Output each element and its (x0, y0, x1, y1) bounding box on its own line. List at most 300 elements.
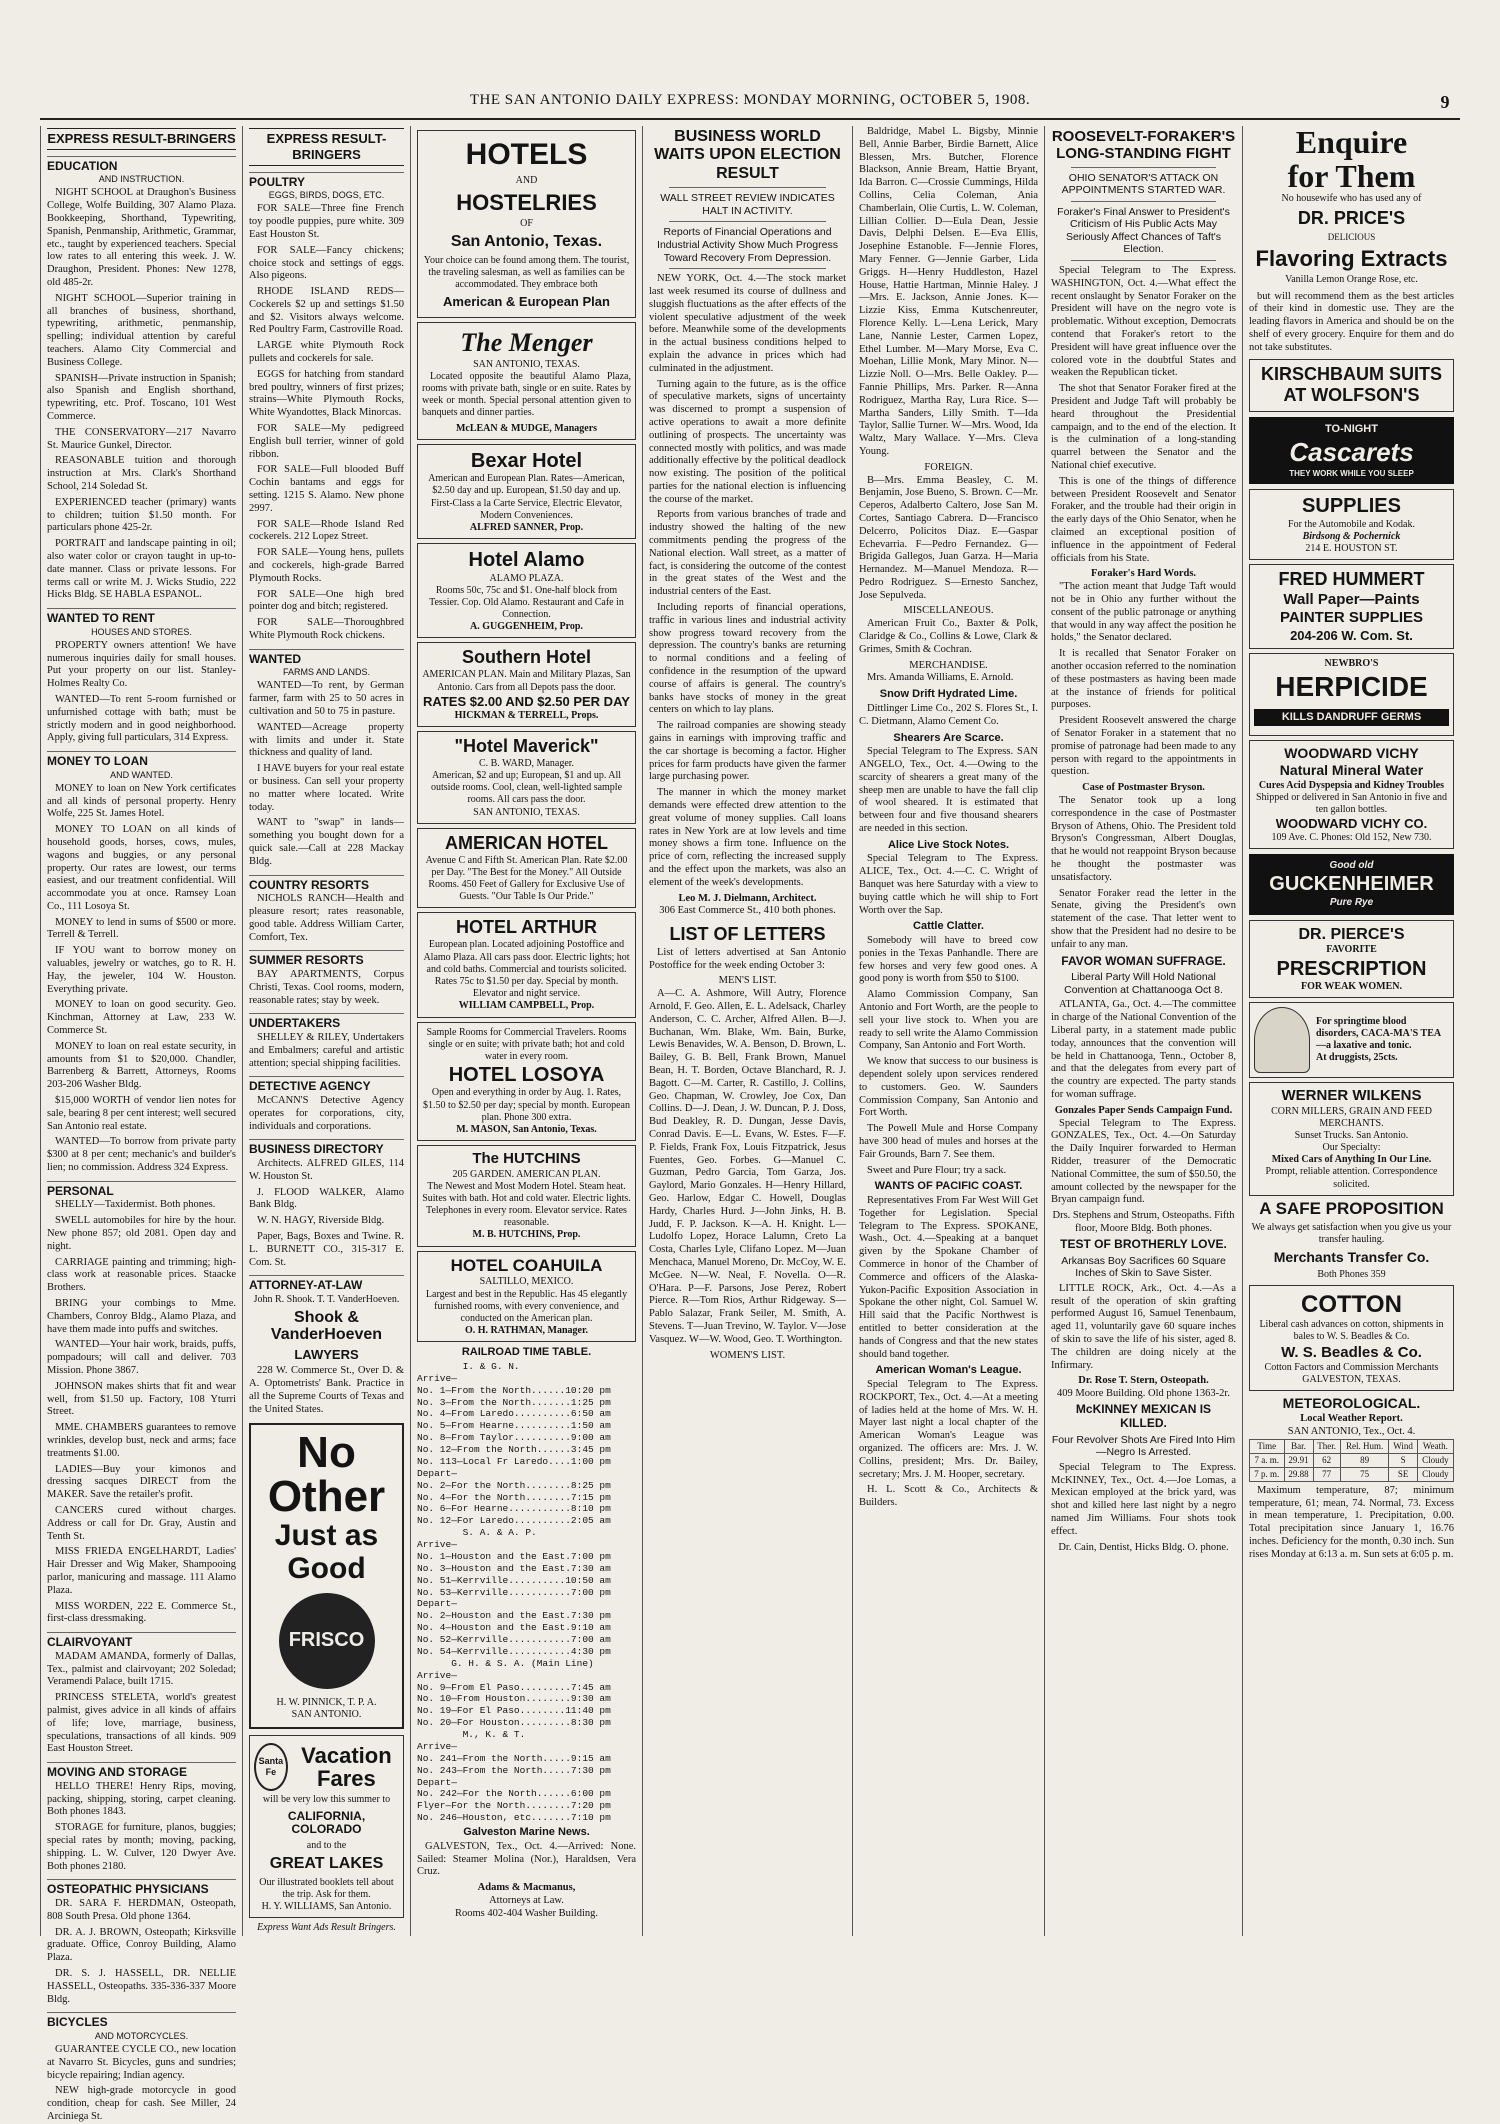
bexar-desc: American and European Plan. Rates—American, $2.50 day and up. European, $1.50 day and up. First-Class a la Carte Service, Electric Elevator, Modern Conveniences. (428, 473, 625, 521)
news-item-headline: Shearers Are Scarce. (893, 731, 1004, 744)
article-paragraph: Special Telegram to The Express. WASHINGTON, Oct. 4.—What effect the recent onslaught by Senator Foraker on the President will have on the negro vote is problematic. Without exception, Democrats contend that Foraker's retort to the President will have great influence over the colored vote in the doubtful States and weaken the Republican ticket. (1051, 265, 1236, 379)
weather-cell: 7 a. m. (1250, 1453, 1285, 1467)
menger-city: SAN ANTONIO, TEXAS. (473, 358, 580, 370)
masthead-title: THE SAN ANTONIO DAILY EXPRESS: MONDAY MORNING, OCTOBER 5, 1908. (469, 92, 1031, 108)
vichy-name: WOODWARD VICHY (1284, 745, 1419, 762)
vichy-line-4: Shipped or delivered in San Antonio in five and ten gallon bottles. (1255, 791, 1448, 815)
frisco-agent: H. W. PINNICK, T. P. A. (276, 1696, 377, 1708)
foraker-article-3 (1051, 795, 1236, 952)
classified-ad: SWELL automobiles for hire by the hour. New phone 857; old 2081. Open day and night. (47, 1215, 236, 1252)
adams-name: Adams & Macmanus, (477, 1882, 576, 1894)
classified-ad: WANTED—Acreage property with limits and under it. State thickness and quality of land. (249, 721, 404, 759)
classified-subtitle: AND WANTED. (110, 769, 173, 780)
wilkens-line-5: Mixed Cars of Anything In Our Line. (1271, 1154, 1432, 1166)
met-headline: METEOROLOGICAL. (1282, 1395, 1421, 1412)
classified-ad: CARRIAGE painting and trimming; high-class work at reasonable prices. Staacke Brothers. (47, 1256, 236, 1294)
santa-fe-dest-1: CALIFORNIA, COLORADO (287, 1809, 366, 1836)
classified-ad: FOR SALE—Rhode Island Red cockerels. 212 Lopez Street. (249, 518, 404, 543)
wilkens-ad (1249, 1082, 1454, 1196)
coahuila-name: HOTEL COAHUILA (450, 1255, 603, 1275)
weather-table (1249, 1439, 1454, 1482)
frisco-just: Just as Good (274, 1518, 379, 1585)
weather-cell: 89 (1340, 1453, 1389, 1467)
classified-category: OSTEOPATHIC PHYSICIANS (47, 1879, 236, 1897)
wilkens-line-3: Sunset Trucks. San Antonio. (1294, 1129, 1409, 1141)
safe-firm: Merchants Transfer Co. (1273, 1249, 1430, 1266)
classified-ad: CANCERS cured without charges. Address or call for Dr. Gray, Austin and Tenth St. (47, 1504, 236, 1542)
supplies-addr: 214 E. HOUSTON ST. (1305, 543, 1398, 555)
classified-subtitle: AND INSTRUCTION. (98, 174, 185, 185)
news-items (859, 688, 1038, 1510)
article-paragraph: This is one of the things of difference between President Roosevelt and Senator Foraker, and the trouble had their origin in the early days of the Ohio Senator, when he claimed an exceptional position of influence in the appointment of Federal officials from his State. (1051, 475, 1236, 564)
supplies-sub: For the Automobile and Kodak. (1288, 518, 1415, 530)
weather-cell: 29.91 (1284, 1453, 1313, 1467)
bexar-mgr: ALFRED SANNER, Prop. (469, 521, 584, 533)
weather-cell: 7 p. m. (1250, 1467, 1285, 1481)
guckenheimer-ad (1249, 854, 1454, 915)
classified-ad: HELLO THERE! Henry Rips, moving, packing, shipping, storing, carpet cleaning. Both phones 1843. (47, 1780, 236, 1818)
law-names: John R. Shook. T. T. VanderHoeven. (253, 1294, 400, 1306)
cotton-text: Liberal cash advances on cotton, shipments in bales to W. S. Beadles & Co. (1259, 1319, 1444, 1343)
safe-title: A SAFE PROPOSITION (1259, 1198, 1444, 1218)
classified-ad: NIGHT SCHOOL—Superior training in all branches of business, shorthand, typewriting, arithmetic, penmanship, spelling; individual attention by careful teachers. Alamo City Commercial and Business College. (47, 292, 236, 368)
hutchins-ad (417, 1145, 636, 1246)
losoya-name: HOTEL LOSOYA (448, 1064, 605, 1087)
supplies-title: SUPPLIES (1302, 495, 1401, 518)
news-item-text: Special Telegram to The Express. ALICE, Tex., Oct. 4.—C. C. Wright of Banquet was here Saturday with a view to buying cattle which he will ship to Fort Worth over the Sap. (859, 853, 1038, 916)
classified-category: UNDERTAKERS (249, 1013, 404, 1031)
losoya-pre: Sample Rooms for Commercial Travelers. Rooms single or en suite; with private bath; hot and cold water in every room. (426, 1026, 627, 1062)
business-deck-2: Reports of Financial Operations and Industrial Activity Show Much Progress Toward Recovery From Depression. (657, 226, 838, 264)
classified-ad: NEW high-grade motorcycle in good condition, cheap for cash. See Miller, 24 Arciniega St. (47, 2085, 236, 2122)
article-paragraph: The Senator took up a long correspondence in the case of Postmaster Bryson of Athens, Ohio. The President told Bryson's Congressman, Albert Douglas, that he would not reappoint Bryson because he thought the postmaster was unsatisfactory. (1051, 794, 1236, 883)
classified-ad: SHELLEY & RILEY, Undertakers and Embalmers; careful and artistic attention; special shipping facilities. (249, 1032, 404, 1069)
menger-ad (417, 322, 636, 440)
mckinney-text: Special Telegram to The Express. McKINNEY, Tex., Oct. 4.—Joe Lomas, a Mexican employed at the brick yard, was shot and killed here last night by a negro named Jim Williams. Four shots took effect. (1051, 1461, 1236, 1537)
classified-header: EXPRESS RESULT-BRINGERS (47, 128, 236, 150)
classified-subtitle: EGGS, BIRDS, DOGS, ETC. (268, 190, 385, 201)
southern-mgr: HICKMAN & TERRELL, Props. (454, 709, 599, 721)
losoya-desc: Open and everything in order by Aug. 1. Rates, $1.50 to $2.50 per day; special by month. European plan. Phone 300 extra. (423, 1087, 630, 1123)
classified-ad: JOHNSON makes shirts that fit and wear well, from $1.50 up. Factory, 108 Yturri Street. (47, 1380, 236, 1418)
classified-ad: LADIES—Buy your kimonos and dressing sacques DIRECT from the MAKER. Save the retailer's profit. (47, 1463, 236, 1501)
guck-name: GUCKENHEIMER (1269, 873, 1434, 896)
classified-subtitle: FARMS AND LANDS. (282, 667, 371, 678)
weather-row (1250, 1453, 1454, 1467)
weather-cell: S (1389, 1453, 1417, 1467)
kirschbaum-ad (1249, 359, 1454, 413)
classified-ad: SHELLY—Taxidermist. Both phones. (55, 1199, 216, 1211)
price-main: Flavoring Extracts (1255, 246, 1448, 272)
classified-ad: MONEY to loan on good security. Geo. Kinchman, Attorney at Law, 233 W. Commerce St. (47, 999, 236, 1037)
classified-ad: MME. CHAMBERS guarantees to remove wrinkles, develop bust, neck and arms; face treatments $1.00. (47, 1422, 236, 1459)
southern-desc: AMERICAN PLAN. Main and Military Plazas, San Antonio. Cars from all Depots pass the door. (422, 669, 631, 693)
met-text: Maximum temperature, 87; minimum temperature, 61; mean, 74. Normal, 73. Excess in mean temperature, 1. Precipitation, 0.00. Total precipitation since January 1, 16.76 inches. Deficiency for the month, 0.30 inch. Sun rises Monday at 6:13 a. m. Sun sets at 6:05 p. m. (1249, 1484, 1454, 1560)
weather-header-cell: Wind (1389, 1439, 1417, 1453)
article-paragraph: The railroad companies are showing steady gains in earnings with improving traffic and the car shortage is becoming a factor. Higher prices for farm products have given the farmer large purchasing power. (649, 720, 846, 783)
classified-ad: FOR SALE—Three fine French toy poodle puppies, pure white. 309 East Houston St. (249, 203, 404, 240)
guck-top: Good old (1329, 860, 1374, 872)
menger-desc: Located opposite the beautiful Alamo Plaza, rooms with private bath, single or en suite. Rates by week or month. Special personal attention given to banquets and dinner parties. (422, 370, 631, 419)
article-paragraph: The manner in which the money market demands were effected drew attention to the great volume of money supplies. Call loans rates in New York are at low levels and time money shows a firm tone. Influence on the price of corn, reflecting the increased supply and the effect upon the markets, was also an element of the week's developments. (649, 787, 846, 888)
hummert-name: FRED HUMMERT (1278, 569, 1425, 590)
gonzales-head: Gonzales Paper Sends Campaign Fund. (1054, 1104, 1233, 1116)
cascarets-ad (1249, 417, 1454, 484)
vichy-firm: WOODWARD VICHY CO. (1275, 816, 1428, 832)
weather-header-row (1250, 1439, 1454, 1453)
letters-headline: LIST OF LETTERS (669, 924, 826, 945)
wilkens-line-4: Our Specialty: (1322, 1142, 1381, 1154)
column-classifieds-1 (40, 126, 242, 2122)
classified-ad: THE CONSERVATORY—217 Navarro St. Maurice Gunkel, Director. (47, 426, 236, 451)
classified-ad: MISS FRIEDA ENGELHARDT, Ladies' Hair Dresser and Wig Maker, Shampooing parlor, manicuring and massage. 111 Alamo Plaza. (47, 1546, 236, 1596)
weather-header-cell: Rel. Hum. (1340, 1439, 1389, 1453)
classified-ad: W. N. HAGY, Riverside Bldg. (257, 1215, 385, 1227)
weather-cell: 77 (1313, 1467, 1340, 1481)
classified-category: MONEY TO LOAN (47, 751, 236, 769)
maverick-desc: American, $2 and up; European, $1 and up. All outside rooms. Cool, clean, well-lighted sample rooms. All cars pass the door. (430, 769, 623, 806)
frisco-ad (249, 1423, 404, 1729)
law-firm: Shook & VanderHoeven (270, 1309, 383, 1344)
arthur-name: HOTEL ARTHUR (456, 917, 597, 938)
business-headline: BUSINESS WORLD WAITS UPON ELECTION RESULT (654, 128, 841, 182)
divider (669, 268, 826, 269)
classified-ad: WANTED—To borrow from private party $300 at 8 per cent; mechanic's and builder's lien; no commission. Address 324 Express. (47, 1136, 236, 1174)
enquire-sub: No housewife who has used any of (1281, 193, 1422, 205)
divider (1071, 260, 1216, 261)
classified-ad: MONEY to loan on real estate security, in amounts from $1 to $20,000. Chandler, Barrenberg & Barrett, Attorneys, Rooms 203-206 Washer Bldg. (47, 1040, 236, 1091)
classified-sections (249, 172, 404, 1293)
price-mid: DELICIOUS (1327, 232, 1376, 243)
article-paragraph: Turning again to the future, as is the office of speculative markets, signs of uncertainty was discerned to prompt a suspension of active operations to await a more definite outlining of prospects. The uncertainty was connected mostly with politics, and was made additionally effective by the political deadlock now existing. The position of the political parties for the national election is influencing the course of the market. (649, 378, 846, 505)
pierce-sub: FOR WEAK WOMEN. (1300, 981, 1403, 993)
pierce-main: PRESCRIPTION (1276, 957, 1427, 980)
column-letters-news (852, 126, 1044, 1936)
hummert-line-2: Wall Paper—Paints (1283, 591, 1420, 609)
herpicide-sub: KILLS DANDRUFF GERMS (1254, 709, 1449, 726)
misc-head: MISCELLANEOUS. (903, 605, 994, 617)
news-item-text: Sweet and Pure Flour; try a sack. (867, 1164, 1007, 1176)
coahuila-city: SALTILLO, MEXICO. (479, 1276, 574, 1288)
vichy-ad (1249, 740, 1454, 849)
alamo-desc: Rooms 50c, 75c and $1. One-half block from Tessier. Cop. Old Alamo. Restaurant and Cafe in Connection. (429, 584, 624, 621)
arthur-mgr: WILLIAM CAMPBELL, Prop. (458, 1000, 595, 1012)
column-business-news (642, 126, 852, 1936)
pierce-ad (1249, 920, 1454, 998)
letters-continued: Baldridge, Mabel L. Bigsby, Minnie Bell, Annie Barber, Birdie Barnett, Alice Blessen, Mrs. Butcher, Florence Blackson, Annie Bream, Hattie Bryant, Ida Barron. C—Crossie Cummings, Hilda Collins, Celia Coleman, Ania Chamberlain, Olie Curtis, L. W. Coleman, Lillian Collier. D—Eula Dean, Jessie Davis, Delphi Delsen. E—Eva Ellis, Josephine Estanoble. F—Jennie Flores, Mary Fenner. G—Jennie Garber, Lida Griggs. H—Henry Huddleston, Hazel House, Hattie Hartman, Minnie Haley. J—Mrs. E. Jackson, Annie Jones. K—Lizzie Kiss, Emma Kutschenreuter, Florence Kelly. L—Lena Lerick, Mary Lane, Nannie Lester, Carmen Lopez, Ethel Lumber. M—Mary Morse, Eva C. Moehan, Lillie Monk, Mary Minor. N—Lizzie Noll. O—Mrs. Belle Oakley. P—Fannie Phillips, Mrs. Parker. R—Anna Rodriguez, Martha Ray, Lura Rice. S—Martha Sanders, Lilly Smith. T—Ida Taylor, Sallie Turner. W—Mrs. Wood, Ida Waltz, Mary Wallace. Y—Mrs. Cleva Young. (859, 126, 1038, 457)
divider (1071, 167, 1216, 168)
hutchins-mgr: M. B. HUTCHINS, Prop. (472, 1229, 581, 1241)
herpicide-top: NEWBRO'S (1324, 657, 1379, 669)
herpicide-ad (1249, 653, 1454, 737)
divider (1071, 201, 1216, 202)
met-place: SAN ANTONIO, Tex., Oct. 4. (1287, 1426, 1416, 1438)
vichy-line-2: Natural Mineral Water (1279, 762, 1424, 779)
article-paragraph: NEW YORK, Oct. 4.—The stock market last week resumed its course of dullness and sluggish fluctuations as the after effects of the violent speculative adjustment of the week before. Meanwhile some of the developments in the actual business conditions helped to explain the advance in prices which had culminated in the adjustment. (649, 273, 846, 374)
frisco-no: No (297, 1427, 356, 1477)
weather-header-cell: Weath. (1417, 1439, 1453, 1453)
classified-ad: DR. S. J. HASSELL, DR. NELLIE HASSELL, Osteopaths. 335-336-337 Moore Bldg. (47, 1967, 236, 2005)
news-item-text: Dittlinger Lime Co., 202 S. Flores St., I. C. Dietmann, Alamo Cement Co. (859, 702, 1038, 727)
santa-fe-cross-icon: Santa Fe (254, 1743, 288, 1791)
mdse-list: Mrs. Amanda Williams, E. Arnold. (867, 672, 1014, 684)
classified-ad: DR. A. J. BROWN, Osteopath; Kirksville graduate. Office, Conroy Building, Alamo Plaza. (47, 1926, 236, 1964)
cascarets-name: Cascarets (1289, 436, 1414, 467)
classified-ad: FOR SALE—Thoroughbred White Plymouth Rock chickens. (249, 617, 404, 642)
classified-ad: NICHOLS RANCH—Health and pleasure resort; rates reasonable, good table. Address William Carter, Comfort, Tex. (249, 893, 404, 943)
weather-cell: 29.88 (1284, 1467, 1313, 1481)
mdse-head: MERCHANDISE. (909, 659, 988, 671)
classified-ad: Architects. ALFRED GILES, 114 W. Houston St. (249, 1158, 404, 1182)
maverick-mgr: C. B. WARD, Manager. (478, 757, 575, 769)
santa-fe-ad (249, 1735, 404, 1918)
coahuila-desc: Largest and best in the Republic. Has 45 elegantly furnished rooms, with every convenience, and conducted on the American plan. (425, 1288, 628, 1324)
hotels-plan: American & European Plan (443, 294, 610, 310)
southern-name: Southern Hotel (462, 647, 591, 668)
frisco-other: Other (267, 1471, 386, 1521)
classified-ad: FOR SALE—One high bred pointer dog and bitch; registered. (249, 588, 404, 613)
alamo-ad (417, 543, 636, 638)
menger-mgr: McLEAN & MUDGE, Managers (455, 422, 598, 434)
cain-ad: Dr. Cain, Dentist, Hicks Bldg. O. phone. (1058, 1541, 1229, 1553)
classified-ad: NIGHT SCHOOL at Draughon's Business College, Wolfe Building, 307 Alamo Plaza. Bookkeeping, Shorthand, Typewriting, Spanish, Penmanship, Arithmetic, Grammar, etc., taught by experienced teachers. Special low rates to all entering this week. J. W. Draughon, President. Phones: New 1278, old 485-2r. (47, 187, 236, 289)
classified-ad: DR. SARA F. HERDMAN, Osteopath, 808 South Presa. Old phone 1364. (47, 1897, 236, 1922)
favor-headline: FAVOR WOMAN SUFFRAGE. (1061, 953, 1226, 968)
maverick-city: SAN ANTONIO, TEXAS. (473, 806, 580, 818)
law-firm-ad (249, 1294, 404, 1417)
foraker-sub-2: Case of Postmaster Bryson. (1082, 782, 1205, 794)
favor-text: ATLANTA, Ga., Oct. 4.—The committee in charge of the National Convention of the Liberal party, in a statement made public today, announces that the convention will be held in Chattanooga, Tenn., October 8, and that the delegates from every part of the country are expected. The party stands for woman suffrage. (1051, 999, 1236, 1101)
vichy-addr: 109 Ave. C. Phones: Old 152, New 730. (1271, 831, 1432, 843)
tea-lady-icon (1254, 1007, 1310, 1073)
stern-ad: Dr. Rose T. Stern, Osteopath. (1078, 1375, 1209, 1387)
classified-ad: Paper, Bags, Boxes and Twine. R. L. BURNETT CO., 315-317 E. Com. St. (249, 1231, 404, 1268)
railroad-title: RAILROAD TIME TABLE. (461, 1346, 592, 1359)
classified-ad: J. FLOOD WALKER, Alamo Bank Bldg. (249, 1186, 404, 1211)
classified-category: WANTED TO RENT (47, 608, 236, 626)
safe-text: We always get satisfaction when you give us your transfer hauling. (1251, 1221, 1452, 1245)
cotton-city: GALVESTON, TEXAS. (1302, 1374, 1401, 1386)
cascarets-top: TO-NIGHT (1325, 423, 1378, 436)
weather-row (1250, 1467, 1454, 1481)
page-number: 9 (1440, 92, 1450, 112)
weather-header-cell: Time (1250, 1439, 1285, 1453)
classified-category: SUMMER RESORTS (249, 950, 404, 968)
classified-category: DETECTIVE AGENCY (249, 1076, 404, 1094)
classified-category: PERSONAL (47, 1181, 236, 1199)
classified-ad: SPANISH—Private instruction in Spanish; also Spanish and English shorthand, typewriting, etc. Prof. Toscano, 101 West Commerce. (47, 372, 236, 422)
classified-category: MOVING AND STORAGE (47, 1762, 236, 1780)
hotels-title: HOTELS (465, 138, 588, 171)
foraker-deck-1: OHIO SENATOR'S ATTACK ON APPOINTMENTS STARTED WAR. (1061, 171, 1226, 197)
coahuila-ad (417, 1251, 636, 1343)
divider (669, 187, 826, 188)
vichy-line-3: Cures Acid Dyspepsia and Kidney Troubles (1258, 779, 1445, 791)
alamo-name: Hotel Alamo (468, 549, 585, 572)
classified-ad: MONEY to lend in sums of $500 or more. Terrell & Terrell. (47, 916, 236, 941)
adams-sub: Attorneys at Law. (489, 1894, 564, 1906)
marine-text: GALVESTON, Tex., Oct. 4.—Arrived: None. Sailed: Steamer Molina (Nor.), Haraldsen, Vera Cruz. (417, 1840, 636, 1878)
classified-ad: STORAGE for furniture, planos, buggies; special rates by month; moving, packing, shipping. L. W. Culver, 120 Dwyer Ave. Both phones 2180. (47, 1822, 236, 1872)
favor-deck: Liberal Party Will Hold National Convention at Chattanooga Oct 8. (1064, 971, 1223, 996)
article-paragraph: Reports from various branches of trade and industry showed the halting of the new commitments pending the progress of the National election. Wall street, as a matter of fact, is considering the outcome of the contest in the great states of the West and the industrial centers of the East. (649, 509, 846, 598)
classified-category: ATTORNEY-AT-LAW (249, 1275, 404, 1293)
supplies-firm: Birdsong & Pochernick (1302, 530, 1401, 542)
article-paragraph: Including reports of financial operations, traffic in various lines and industrial activity show progress toward recovery from the depression. The country's banks are returning to normal conditions and a feeling of confidence in the resumption of the upward course of affairs is general. The country's banks have stocks of money in the great centers on which to lay plans. (649, 602, 846, 716)
classified-ad: WANTED—To rent 5-room furnished or unfurnished cottage with bath; must be strictly modern and in good neighborhood. Apply, giving full particulars, 314 Express. (47, 693, 236, 744)
classified-ad: FOR SALE—Fancy chickens; choice stock and settings of eggs. Also pigeons. (249, 244, 404, 282)
business-deck-1: WALL STREET REVIEW INDICATES HALT IN ACTIVITY. (660, 192, 835, 217)
hotels-intro: Your choice can be found among them. The tourist, the traveling salesman, as well as families can be accommodated. They embrace both (423, 254, 630, 291)
article-paragraph: Senator Foraker read the letter in the Senate, giving the President's own statement of the case. That letter went to show that the President had no desire to be unfair to any man. (1051, 887, 1236, 950)
coahuila-mgr: O. H. RATHMAN, Manager. (464, 1325, 589, 1337)
stern-addr: 409 Moore Building. Old phone 1363-2r. (1057, 1388, 1230, 1400)
classified-category: BICYCLES (47, 2012, 236, 2030)
maverick-name: "Hotel Maverick" (454, 735, 599, 756)
classified-ad: EGGS for hatching from standard bred poultry, winners of first prizes; strains—White Plymouth Rocks, White Wyandottes, Black Minorcas. (249, 368, 404, 419)
classified-ad: MONEY to loan on New York certificates and all kinds of personal property. Henry Wolfe, 225 St. James Hotel. (47, 782, 236, 820)
news-item-text: H. L. Scott & Co., Architects & Builders. (859, 1484, 1038, 1509)
enquire-title-2: for Them (1287, 157, 1416, 194)
classified-category: CLAIRVOYANT (47, 1632, 236, 1650)
enquire-title-1: Enquire (1295, 124, 1408, 160)
menger-name: The Menger (460, 327, 593, 357)
wilkens-line-6: Prompt, reliable attention. Correspondence solicited. (1265, 1166, 1438, 1190)
foraker-article-2 (1051, 581, 1236, 779)
maverick-ad (417, 731, 636, 824)
pierce-top: DR. PIERCE'S (1298, 925, 1405, 943)
railroad-table: I. & G. N. Arrive— No. 1—From the North......10:20 pm No. 3—From the North.......1:25 pm No. 4—From Laredo..........6:50 am No. 5—From Hearne..........1:50 am No. 8—From Taylor..........9:00 am No. 12—From the North......3:45 pm No. 113—Local Fr Laredo....1:00 pm Depart— No. 2—For the North........8:25 pm No. 4—For the North........7:15 pm No. 6—For Hearne...........8:10 pm No. 12—For Laredo..........2:05 am S. A. & A. P. Arrive— No. 1—Houston and the East.7:00 pm No. 3—Houston and the East.7:30 am No. 51—Kerrville..........10:50 am No. 53—Kerrville...........7:00 pm Depart— No. 2—Houston and the East.7:30 pm No. 4—Houston and the East.9:10 am No. 52—Kerrville...........7:00 am No. 54—Kerrville...........4:30 pm G. H. & S. A. (Main Line) Arrive— No. 9—From El Paso.........7:45 am No. 10—From Houston........9:30 am No. 19—For El Paso........11:40 pm No. 20—For Houston.........8:30 pm M., K. & T. Arrive— No. 241—From the North.....9:15 am No. 243—From the North.....7:30 pm Depart— No. 242—For the North......6:00 pm Flyer—For the North........7:20 pm No. 246—Houston, etc.......7:10 pm (417, 1360, 611, 1824)
hotels-and: AND (515, 174, 538, 186)
test-text: LITTLE ROCK, Ark., Oct. 4.—As a result of the operation of skin grafting performed August 16, Samuel Tenenbaum, aged 11, voluntarily gave 60 square inches of skin to save the life of his sister, aged 8. The children are doing nicely at the Infirmary. (1051, 1282, 1236, 1371)
marine-title: Galveston Marine News. (463, 1826, 590, 1839)
santa-fe-title: Vacation Fares (301, 1743, 392, 1792)
cascarets-sub: THEY WORK WHILE YOU SLEEP (1289, 468, 1414, 478)
guck-sub: Pure Rye (1329, 896, 1374, 908)
cotton-sub: Cotton Factors and Commission Merchants (1264, 1361, 1439, 1373)
classified-category: COUNTRY RESORTS (249, 875, 404, 893)
hutchins-addr: 205 GARDEN. AMERICAN PLAN. (452, 1168, 601, 1180)
cotton-title: COTTON (1301, 1290, 1402, 1318)
weather-header-cell: Bar. (1284, 1439, 1313, 1453)
masthead (40, 92, 1460, 118)
article-paragraph: President Roosevelt answered the charge of Senator Foraker in a statement that no promise of patronage had been made to any person with regard to the appointments in question. (1051, 715, 1236, 778)
classified-ad: I HAVE buyers for your real estate or business. Can sell your property no matter where located. Write today. (249, 763, 404, 813)
santa-fe-dest-2: and to the (306, 1839, 347, 1851)
classified-subtitle: HOUSES AND STORES. (91, 626, 192, 637)
classified-ad: GUARANTEE CYCLE CO., new location at Navarro St. Bicycles, guns and sundries; bicycle repairing; Indian agency. (47, 2043, 236, 2081)
santa-fe-dest-3: GREAT LAKES (269, 1854, 384, 1872)
letters-list: A—C. A. Ashmore, Will Autry, Florence Arnold, F. Geo. Allen, E. L. Adelsack, Charley Anderson, C. C. Archer, Alfred Allen. B—J. Buchanan, Wm. Blake, Wm. Bain, Burke, Lewis Benavides, W. A. Benson, D. Brown, L. Bailey, G. B. Bell, Frank Brown, Manuel Bean, H. T. Borden, Octave Blanchard, R. J. Bagott. C—M. Carter, R. Castillo, J. Collins, Geo. Chapman, W. Crowley, Joe Cox, Dan Collins. D—J. Dean, J. W. Duncan, P. J. Doss, Bud Deakley, R. D. Dungan, Jesse Davis, Conrad Davis. E—L. Evans, W. Estes. F—F. P. Fields, Frank Fox, Louis Fitzpatrick, Jesus Fuentes, Geo. Forbes. G—Manuel C. Guzman, Pedro Garcia, Tom Garza, Jos. Gaylord, Mario Gonzales. H—Henry Hillard, Geo. Harlow, Edgar C. Howell, Douglas Hardy, Charles Hurd. J—John Jinks, H. B. Judd, F. P. Jackson. K—A. H. Knight. L—Ludolfo Lopez, Horace Lalumn, Creto La Costa, Charles Lyle, Clifano Lopez. M—Juan Menchaca, Manuel Moreno, Dr. McCoy, W. E. McGee. N—W. Neal, F. Novella. O—R. O'Hara. P—F. Parsons, Jose Perez, Robert Pierce. R—Tom Rios, Arthur Ridgeway. S—Pablo Salazar, Frank Seiler, M. Smith, A. Stevens. T—Juan Trevino, W. Taylor. V—Jose Vasquez. W—W. Wood, Geo. T. Worthington. (649, 988, 846, 1345)
hummert-line-3: PAINTER SUPPLIES (1279, 609, 1424, 627)
adams-ad (417, 1882, 636, 1920)
hutchins-name: The HUTCHINS (472, 1150, 581, 1168)
santa-fe-line: will be very low this summer to (262, 1794, 391, 1806)
american-desc: Avenue C and Fifth St. American Plan. Rate $2.00 per Day. "The Best for the Money." All Outside Rooms. 450 Feet of Gallery for Exclusive Use of Guests. "Our Table Is Our Pride." (425, 854, 628, 903)
news-item-headline: WANTS OF PACIFIC COAST. (874, 1180, 1023, 1193)
law-address: 228 W. Commerce St., Over D. & A. Optometrists' Bank. Practice in all the Supreme Courts of Texas and the United States. (249, 1365, 404, 1415)
classified-ad: FOR SALE—Full blooded Buff Cochin bantams and eggs for setting. 1215 S. Alamo. New phone 2997. (249, 464, 404, 514)
test-deck: Arkansas Boy Sacrifices 60 Square Inches of Skin to Save Sister. (1061, 1254, 1226, 1280)
american-name: AMERICAN HOTEL (445, 832, 608, 853)
foraker-headline: ROOSEVELT-FORAKER'S LONG-STANDING FIGHT (1051, 128, 1236, 163)
american-hotel-ad (417, 828, 636, 909)
classified-sections (47, 156, 236, 2124)
bexar-name: Bexar Hotel (470, 449, 583, 472)
want-ads-footer: Express Want Ads Result Bringers. (257, 1922, 396, 1934)
losoya-mgr: M. MASON, San Antonio, Texas. (456, 1124, 597, 1136)
hummert-addr: 204-206 W. Com. St. (1290, 627, 1413, 643)
foreign-head: FOREIGN. (924, 461, 973, 473)
news-item-text: Special Telegram to The Express. SAN ANGELO, Tex., Oct. 4.—Owing to the scarcity of shearers a great many of the sheep men are unable to have the fall clip of wool sheared. It is estimated that between four and five thousand shearers are needed in this section. (859, 746, 1038, 834)
herpicide-name: HERPICIDE (1275, 670, 1428, 702)
mama-price: At druggists, 25cts. (1316, 1052, 1398, 1064)
column-hotels (410, 126, 642, 1936)
hotels-sub: HOSTELRIES (456, 189, 597, 215)
classified-ad: PRINCESS STELETA, world's greatest palmist, gives advice in all kinds of affairs of life; love, marriage, business, speculations, transactions of all kinds. 909 East Houston Street. (47, 1692, 236, 1755)
classified-category: EDUCATION (47, 156, 236, 174)
news-item-text: Alamo Commission Company, San Antonio and Fort Worth, are the people to sell your live stock to. When you are ready to sell write the Alamo Commission Company, San Antonio and Fort Worth. (859, 989, 1038, 1052)
supplies-ad (1249, 489, 1454, 560)
dr-price-ad (1249, 209, 1454, 286)
alamo-sub: ALAMO PLAZA. (489, 572, 564, 584)
misc-list: American Fruit Co., Baxter & Polk, Claridge & Co., Collins & Lowe, Clark & Grimes, Smith & Cochran. (859, 618, 1038, 655)
gonzales-text: Special Telegram to The Express. GONZALES, Tex., Oct. 4.—On Saturday the Daily Inquirer forwarded to Herman Ridder, treasurer of the Democratic National Committee, the sum of $50.50, the amount collected by the newspaper for the Bryan campaign fund. (1051, 1117, 1236, 1206)
column-classifieds-2 (242, 126, 410, 1936)
classified-ad: WANTED—Your hair work, braids, puffs, pompadours; will call and deliver. 703 Mission. Phone 3867. (47, 1339, 236, 1377)
news-item-text: The Powell Mule and Horse Company have 300 head of mules and horses at the Fair Grounds, Barn 7. See them. (859, 1123, 1038, 1160)
weather-header-cell: Ther. (1313, 1439, 1340, 1453)
classified-category: WANTED (249, 649, 404, 667)
column-ads (1242, 126, 1460, 1936)
mckinney-headline: McKINNEY MEXICAN IS KILLED. (1075, 1401, 1212, 1430)
wilkens-line-2: CORN MILLERS, GRAIN AND FEED MERCHANTS. (1271, 1105, 1432, 1129)
masthead-rule (40, 118, 1460, 120)
news-item-headline: Snow Drift Hydrated Lime. (879, 688, 1018, 701)
letters-intro: List of letters advertised at San Antonio Postoffice for the week ending October 3: (649, 946, 846, 971)
price-top: DR. PRICE'S (1297, 208, 1406, 229)
classified-header: EXPRESS RESULT-BRINGERS (249, 128, 404, 166)
news-item-text: We know that success to our business is dependent solely upon services rendered to customers. Geo. W. Saunders Commission Company, San Antonio and Fort Worth. (859, 1056, 1038, 1119)
southern-rates: RATES $2.00 AND $2.50 PER DAY (423, 693, 630, 709)
classified-ad: FOR SALE—My pedigreed English bull terrier, winner of gold ribbon. (249, 423, 404, 460)
classified-ad: BAY APARTMENTS, Corpus Christi, Texas. Cool rooms, modern, reasonable rates; stay by week. (249, 969, 404, 1006)
drs-ad: Drs. Stephens and Strum, Osteopaths. Fifth floor, Moore Bldg. Both phones. (1052, 1210, 1235, 1235)
test-headline: TEST OF BROTHERLY LOVE. (1060, 1236, 1227, 1251)
price-flavors: Vanilla Lemon Orange Rose, etc. (1285, 274, 1418, 286)
price-text: but will recommend them as the best articles of their kind in domestic use. They are the leading flavors in America and should be on the shelf of every grocery. Enquire for them and do not take substitutes. (1249, 290, 1454, 353)
weather-cell: SE (1389, 1467, 1417, 1481)
alamo-mgr: A. GUGGENHEIM, Prop. (470, 621, 583, 633)
hotels-city: San Antonio, Texas. (450, 232, 603, 250)
article-paragraph: "The action meant that Judge Taft would not be in Ohio any further without the consent of the public patronage or anything that would in any way affect the position he holds," the Senator declared. (1051, 581, 1236, 644)
kirsch-text: KIRSCHBAUM SUITS AT WOLFSON'S (1260, 363, 1442, 406)
foreign-list: B—Mrs. Emma Beasley, C. M. Benjamin, Jose Bueno, S. Brown. C—Mr. Ceperos, Adalberto Caltero, Jose San M. Cortes, Santiago Cabrera. D—Francisco Delcerro, Policitos Diaz. E—Gaspar Echevarria. F—Pedro Fernandez. G—Brigida Gallegos, Juan Garza. H—Maria Hernandez. M—Manuel Mendoza. R—Pedro Rodriguez. S—Ernesto Sanchez, Jose Sepulveda. (859, 474, 1038, 601)
classified-ad: BRING your combings to Mme. Chambers, Conroy Bldg., Alamo Plaza, and have them made into puffs and switches. (47, 1298, 236, 1335)
frisco-logo-icon: FRISCO (279, 1593, 375, 1689)
article-paragraph: The shot that Senator Foraker fired at the President and Judge Taft will probably be heard throughout the Presidential campaign, and to the end of the election. It is the culmination of a long-standing quarrel between the Senator and the National chief executive. (1051, 383, 1236, 472)
weather-cell: Cloudy (1417, 1467, 1453, 1481)
hutchins-desc: The Newest and Most Modern Hotel. Steam heat. Suites with bath. Hot and cold water. Electric lights. Telephones in every room. Elevator service. Rates reasonable. (422, 1180, 631, 1229)
classified-ad: $15,000 WORTH of vendor lien notes for sale, bearing 8 per cent interest; well secured San Antonio real estate. (47, 1095, 236, 1132)
classified-ad: PORTRAIT and landscape painting in oil; also water color or crayon taught in up-to-date manner. Class or private lessons. For terms call or write M. J. Wicks Studio, 222 Hicks Bldg. SE HABLA ESPANOL. (47, 538, 236, 601)
bexar-ad (417, 444, 636, 539)
classified-ad: RHODE ISLAND REDS—Cockerels $2 up and settings $1.50 and $2. Visitors always welcome. Red Poultry Farm, Castroville Road. (249, 286, 404, 336)
foraker-sub-1: Foraker's Hard Words. (1090, 568, 1197, 580)
met-sub: Local Weather Report. (1300, 1413, 1403, 1425)
news-item-text: Special Telegram to The Express. ROCKPORT, Tex., Oct. 4.—At a meeting of ladies held at the home of Mrs. W. H. Mayer last night a local chapter of the American Woman's League was organized. The officers are: Mrs. J. W. Collins, president; Mrs. Dr. Bailey, secretary; Mrs. J. M. Hooper, secretary. (859, 1378, 1038, 1480)
southern-ad (417, 642, 636, 726)
